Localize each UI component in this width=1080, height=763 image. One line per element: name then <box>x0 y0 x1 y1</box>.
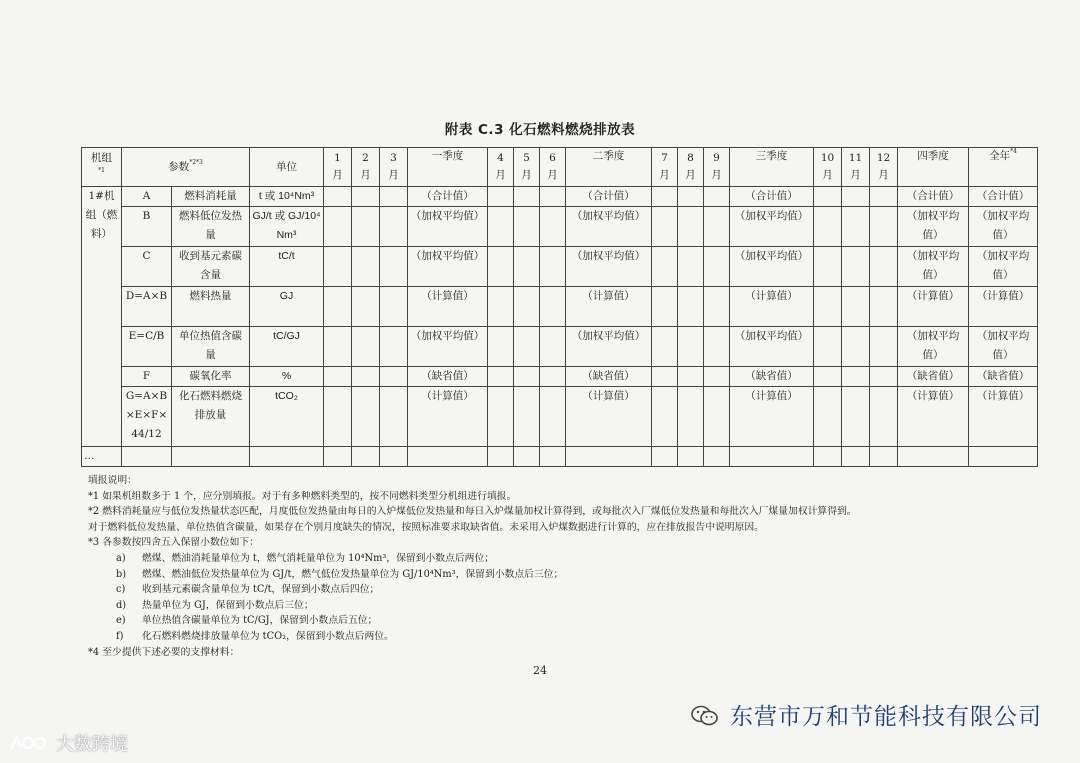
note-item-key: a) <box>116 552 126 564</box>
note-item-key: d) <box>116 599 127 611</box>
month-value-cell <box>352 187 380 207</box>
header-q1: 一季度 <box>408 148 488 187</box>
header-params: 参数$^{*2*3}$ <box>122 148 250 187</box>
month-value-cell <box>488 207 514 247</box>
month-value-cell <box>814 387 842 447</box>
empty-cell <box>352 447 380 467</box>
month-value-cell <box>842 247 870 287</box>
param-unit-cell: % <box>250 367 324 387</box>
note-3-item <box>116 629 1008 645</box>
header-q4: 四季度 <box>898 148 969 187</box>
param-name-cell: 化石燃料燃烧排放量 <box>172 387 250 447</box>
param-name-cell: 碳氧化率 <box>172 367 250 387</box>
empty-cell <box>122 447 172 467</box>
month-value-cell <box>678 367 704 387</box>
param-name-cell: 燃料热量 <box>172 287 250 327</box>
month-value-cell <box>870 187 898 207</box>
quarter-value-cell: （合计值） <box>408 187 488 207</box>
month-value-cell <box>652 247 678 287</box>
month-value-cell <box>814 187 842 207</box>
month-value-cell <box>324 207 352 247</box>
year-value-cell: （加权平均值） <box>969 327 1038 367</box>
header-month-11: 11 月 <box>842 148 870 187</box>
month-value-cell <box>540 247 566 287</box>
month-value-cell <box>704 367 730 387</box>
note-item-key: b) <box>116 568 127 580</box>
header-year: 全年$^{*4}$ <box>969 148 1038 187</box>
empty-cell <box>652 447 678 467</box>
month-value-cell <box>842 387 870 447</box>
param-code-cell: B <box>122 207 172 247</box>
month-value-cell <box>380 367 408 387</box>
empty-cell <box>408 447 488 467</box>
quarter-value-cell: （计算值） <box>566 387 652 447</box>
month-value-cell <box>704 387 730 447</box>
note-item-key: e) <box>116 615 126 627</box>
note-item-text: 化石燃料燃烧排放量单位为 tCO₂，保留到小数点后两位。 <box>142 630 394 642</box>
empty-cell <box>814 447 842 467</box>
month-value-cell <box>380 387 408 447</box>
table-row <box>82 247 1038 287</box>
quarter-value-cell: （加权平均值） <box>898 207 969 247</box>
month-value-cell <box>514 287 540 327</box>
header-unit: 单位 <box>250 148 324 187</box>
month-value-cell <box>380 247 408 287</box>
quarter-value-cell: （合计值） <box>898 187 969 207</box>
month-value-cell <box>324 287 352 327</box>
note-3-item <box>116 598 1008 614</box>
month-value-cell <box>814 287 842 327</box>
month-value-cell <box>514 247 540 287</box>
month-value-cell <box>678 187 704 207</box>
month-value-cell <box>814 207 842 247</box>
month-value-cell <box>352 327 380 367</box>
month-value-cell <box>870 287 898 327</box>
table-row <box>82 327 1038 367</box>
note-2b: 对于燃料低位发热量、单位热值含碳量，如果存在个别月度缺失的情况，按照标准要求取缺省值。未采用入炉煤数据进行计算的，应在排放报告中说明原因。 <box>88 521 764 533</box>
empty-cell <box>540 447 566 467</box>
month-value-cell <box>870 367 898 387</box>
param-code-cell: E=C/B <box>122 327 172 367</box>
quarter-value-cell: （缺省值） <box>408 367 488 387</box>
month-value-cell <box>324 367 352 387</box>
note-3-item <box>116 613 1008 629</box>
param-name-cell: 单位热值含碳量 <box>172 327 250 367</box>
table-row <box>82 287 1038 327</box>
month-value-cell <box>380 287 408 327</box>
month-value-cell <box>652 207 678 247</box>
month-value-cell <box>352 207 380 247</box>
unit-label-cell: 1#机组（燃料） <box>82 187 122 447</box>
year-value-cell: （计算值） <box>969 287 1038 327</box>
year-value-cell: （计算值） <box>969 387 1038 447</box>
ellipsis-cell: … <box>82 447 122 467</box>
notes-section <box>88 473 1008 660</box>
param-unit-cell: tCO₂ <box>250 387 324 447</box>
month-value-cell <box>704 287 730 327</box>
quarter-value-cell: （缺省值） <box>730 367 814 387</box>
quarter-value-cell: （加权平均值） <box>730 247 814 287</box>
header-month-7: 7 月 <box>652 148 678 187</box>
header-month-3: 3 月 <box>380 148 408 187</box>
header-month-5: 5 月 <box>514 148 540 187</box>
quarter-value-cell: （合计值） <box>566 187 652 207</box>
month-value-cell <box>704 327 730 367</box>
wechat-icon <box>690 704 720 728</box>
quarter-value-cell: （加权平均值） <box>408 207 488 247</box>
empty-cell <box>514 447 540 467</box>
month-value-cell <box>540 287 566 327</box>
quarter-value-cell: （缺省值） <box>566 367 652 387</box>
month-value-cell <box>704 187 730 207</box>
table-row-more <box>82 447 1038 467</box>
month-value-cell <box>380 187 408 207</box>
note-3-item <box>116 551 1008 567</box>
month-value-cell <box>870 327 898 367</box>
month-value-cell <box>514 187 540 207</box>
quarter-value-cell: （缺省值） <box>898 367 969 387</box>
month-value-cell <box>814 247 842 287</box>
note-item-text: 收到基元素碳含量单位为 tC/t，保留到小数点后四位； <box>142 584 380 596</box>
month-value-cell <box>488 187 514 207</box>
quarter-value-cell: （计算值） <box>730 387 814 447</box>
month-value-cell <box>488 287 514 327</box>
company-watermark <box>690 698 1042 731</box>
table-title: 附表 C.3 化石燃料燃烧排放表 <box>444 122 636 138</box>
note-item-text: 热量单位为 GJ，保留到小数点后三位； <box>142 599 314 611</box>
month-value-cell <box>514 207 540 247</box>
month-value-cell <box>842 287 870 327</box>
param-code-cell: G=A×B×E×F×44/12 <box>122 387 172 447</box>
page-number: 24 <box>533 664 547 677</box>
month-value-cell <box>540 327 566 367</box>
table-header-row <box>82 148 1038 187</box>
empty-cell <box>898 447 969 467</box>
param-code-cell: A <box>122 187 172 207</box>
empty-cell <box>969 447 1038 467</box>
quarter-value-cell: （加权平均值） <box>566 207 652 247</box>
header-q3: 三季度 <box>730 148 814 187</box>
month-value-cell <box>870 247 898 287</box>
header-month-9: 9 月 <box>704 148 730 187</box>
quarter-value-cell: （计算值） <box>408 387 488 447</box>
month-value-cell <box>678 247 704 287</box>
month-value-cell <box>870 387 898 447</box>
note-3-item <box>116 567 1008 583</box>
param-unit-cell: tC/GJ <box>250 327 324 367</box>
empty-cell <box>380 447 408 467</box>
empty-cell <box>842 447 870 467</box>
quarter-value-cell: （加权平均值） <box>566 327 652 367</box>
header-unit-group: 机组 $^{*1}$ <box>82 148 122 187</box>
quarter-value-cell: （加权平均值） <box>898 327 969 367</box>
notes-heading: 填报说明： <box>88 475 137 486</box>
header-q2: 二季度 <box>566 148 652 187</box>
param-code-cell: D=A×B <box>122 287 172 327</box>
month-value-cell <box>870 207 898 247</box>
quarter-value-cell: （计算值） <box>566 287 652 327</box>
table-row <box>82 387 1038 447</box>
empty-cell <box>172 447 250 467</box>
month-value-cell <box>652 327 678 367</box>
note-item-key: f) <box>116 630 124 642</box>
param-unit-cell: GJ <box>250 287 324 327</box>
empty-cell <box>324 447 352 467</box>
table-row <box>82 207 1038 247</box>
header-month-1: 1 月 <box>324 148 352 187</box>
header-month-4: 4 月 <box>488 148 514 187</box>
month-value-cell <box>514 327 540 367</box>
note-4: *4 至少提供下述必要的支撑材料： <box>88 646 240 658</box>
quarter-value-cell: （加权平均值） <box>566 247 652 287</box>
quarter-value-cell: （加权平均值） <box>730 207 814 247</box>
month-value-cell <box>352 387 380 447</box>
month-value-cell <box>488 327 514 367</box>
empty-cell <box>566 447 652 467</box>
param-unit-cell: GJ/t 或 GJ/10⁴Nm³ <box>250 207 324 247</box>
note-item-text: 单位热值含碳量单位为 tC/GJ，保留到小数点后五位； <box>142 615 378 627</box>
month-value-cell <box>488 367 514 387</box>
param-code-cell: F <box>122 367 172 387</box>
month-value-cell <box>540 207 566 247</box>
brand-name: 大数跨境 <box>56 734 128 755</box>
month-value-cell <box>514 367 540 387</box>
month-value-cell <box>678 287 704 327</box>
quarter-value-cell: （计算值） <box>730 287 814 327</box>
company-name: 东营市万和节能科技有限公司 <box>730 704 1042 730</box>
month-value-cell <box>352 247 380 287</box>
month-value-cell <box>814 327 842 367</box>
month-value-cell <box>842 327 870 367</box>
month-value-cell <box>704 247 730 287</box>
empty-cell <box>730 447 814 467</box>
month-value-cell <box>678 207 704 247</box>
month-value-cell <box>540 387 566 447</box>
empty-cell <box>678 447 704 467</box>
month-value-cell <box>652 367 678 387</box>
empty-cell <box>870 447 898 467</box>
quarter-value-cell: （加权平均值） <box>898 247 969 287</box>
header-month-12: 12 月 <box>870 148 898 187</box>
year-value-cell: （加权平均值） <box>969 247 1038 287</box>
month-value-cell <box>514 387 540 447</box>
month-value-cell <box>678 327 704 367</box>
param-code-cell: C <box>122 247 172 287</box>
year-value-cell: （加权平均值） <box>969 207 1038 247</box>
month-value-cell <box>488 247 514 287</box>
month-value-cell <box>814 367 842 387</box>
note-2a: *2 燃料消耗量应与低位发热量状态匹配，月度低位发热量由每日的入炉煤低位发热量和每日入炉煤量加权计算得到，或每批次入厂煤低位发热量和每批次入厂煤量加权计算得到。 <box>88 506 857 518</box>
month-value-cell <box>352 287 380 327</box>
month-value-cell <box>380 207 408 247</box>
quarter-value-cell: （加权平均值） <box>730 327 814 367</box>
month-value-cell <box>842 367 870 387</box>
month-value-cell <box>652 287 678 327</box>
month-value-cell <box>380 327 408 367</box>
quarter-value-cell: （加权平均值） <box>408 327 488 367</box>
empty-cell <box>704 447 730 467</box>
month-value-cell <box>488 387 514 447</box>
emission-table <box>81 147 1038 467</box>
quarter-value-cell: （合计值） <box>730 187 814 207</box>
month-value-cell <box>352 367 380 387</box>
header-month-8: 8 月 <box>678 148 704 187</box>
month-value-cell <box>324 327 352 367</box>
month-value-cell <box>842 207 870 247</box>
month-value-cell <box>324 387 352 447</box>
param-unit-cell: t 或 10⁴Nm³ <box>250 187 324 207</box>
quarter-value-cell: （计算值） <box>408 287 488 327</box>
month-value-cell <box>652 187 678 207</box>
header-month-10: 10 月 <box>814 148 842 187</box>
quarter-value-cell: （加权平均值） <box>408 247 488 287</box>
header-month-6: 6 月 <box>540 148 566 187</box>
month-value-cell <box>324 187 352 207</box>
month-value-cell <box>842 187 870 207</box>
brand-logo-icon <box>8 733 52 753</box>
param-unit-cell: tC/t <box>250 247 324 287</box>
note-3: *3 各参数按四舍五入保留小数位如下： <box>88 537 259 549</box>
param-name-cell: 收到基元素碳含量 <box>172 247 250 287</box>
note-item-text: 燃煤、燃油低位发热量单位为 GJ/t，燃气低位发热量单位为 GJ/10⁴Nm³，保留到小数点后三位； <box>142 568 564 580</box>
table-row <box>82 187 1038 207</box>
note-item-text: 燃煤、燃油消耗量单位为 t，燃气消耗量单位为 10⁴Nm³，保留到小数点后两位； <box>142 552 495 564</box>
header-month-2: 2 月 <box>352 148 380 187</box>
month-value-cell <box>704 207 730 247</box>
param-name-cell: 燃料低位发热量 <box>172 207 250 247</box>
empty-cell <box>250 447 324 467</box>
empty-cell <box>488 447 514 467</box>
note-3-item <box>116 582 1008 598</box>
year-value-cell: （缺省值） <box>969 367 1038 387</box>
quarter-value-cell: （计算值） <box>898 287 969 327</box>
month-value-cell <box>540 367 566 387</box>
quarter-value-cell: （计算值） <box>898 387 969 447</box>
year-value-cell: （合计值） <box>969 187 1038 207</box>
month-value-cell <box>652 387 678 447</box>
note-item-key: c) <box>116 584 126 596</box>
note-1: *1 如果机组数多于 1 个，应分别填报。对于有多种燃料类型的，按不同燃料类型分机组进行填报。 <box>88 490 517 502</box>
month-value-cell <box>678 387 704 447</box>
param-name-cell: 燃料消耗量 <box>172 187 250 207</box>
month-value-cell <box>540 187 566 207</box>
month-value-cell <box>324 247 352 287</box>
table-row <box>82 367 1038 387</box>
brand-watermark <box>8 730 128 756</box>
